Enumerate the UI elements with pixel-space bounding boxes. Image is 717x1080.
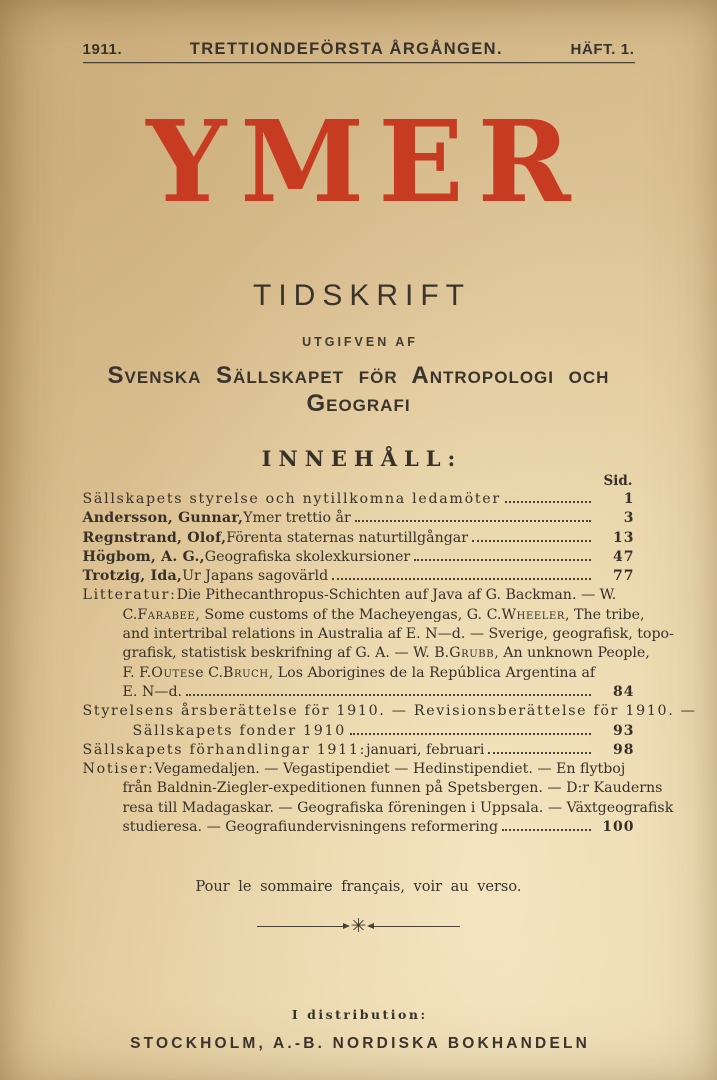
toc-line: [83, 509, 635, 528]
toc-text: Grubb: [449, 645, 495, 662]
toc-text: från Baldnin-Ziegler-expeditionen funnen på Spetsbergen. — D:r Kauderns: [122, 780, 663, 797]
toc-text: Notiser:: [82, 761, 155, 778]
toc-text: Vegamedaljen. — Vegastipendiet — Hedinstipendiet. — En flytboj: [154, 761, 626, 778]
toc-text: , The tribe,: [565, 606, 645, 623]
toc-text: Wheeler: [501, 606, 566, 623]
contents-heading: INNEHÅLL:: [261, 446, 463, 471]
toc-line: [83, 625, 674, 644]
divider-line-right: [374, 926, 460, 927]
toc-page-number: 47: [613, 548, 635, 565]
published-by-label: UTGIFVEN AF: [302, 335, 418, 349]
toc-line: [83, 683, 635, 702]
toc-line: [83, 799, 674, 818]
toc-text: and intertribal relations in Australia af E. N—d. — Sverige, geografisk, topo-: [122, 626, 674, 643]
toc-text: Sällskapets styrelse och nytillkomna ledamöter: [82, 491, 501, 507]
toc-text: Ymer trettio år: [243, 510, 351, 527]
toc-leader: [332, 578, 590, 580]
divider-ornament: [83, 915, 635, 938]
toc-text: Förenta staternas naturtillgångar: [226, 529, 469, 546]
toc-text: Bruch: [222, 664, 269, 681]
distributor-name: STOCKHOLM, A.-B. NORDISKA BOKHANDELN: [130, 1035, 591, 1053]
divider-arrow-left-icon: [367, 923, 374, 929]
toc-text: Geografiska skolexkursioner: [204, 548, 411, 565]
toc-page-number: 84: [613, 683, 635, 700]
toc-text: , Some customs of the Macheyengas, G. C.: [195, 606, 502, 623]
toc-text: , An unknown People,: [494, 645, 650, 662]
toc-line: [83, 664, 635, 683]
toc-text: F. F.: [122, 664, 152, 681]
toc-page-number: 77: [613, 568, 635, 585]
toc-text: grafisk, statistisk beskrifning af G. A. — W. B.: [122, 645, 450, 662]
divider-star-icon: ✳: [350, 915, 367, 938]
toc-page-number: 100: [602, 819, 635, 836]
toc-line: [83, 722, 635, 741]
header-rule: [83, 62, 635, 63]
toc-line: [83, 586, 635, 605]
toc-text: Farabee: [137, 606, 196, 623]
toc-leader: [472, 540, 590, 542]
toc-text: Sällskapets förhandlingar 1911:: [82, 741, 367, 758]
toc-line: [83, 779, 663, 798]
toc-text: Högbom, A. G.,: [82, 548, 205, 565]
toc-leader: [186, 694, 590, 696]
toc-text: Trotzig, Ida,: [82, 568, 183, 585]
toc-text: Styrelsens årsberättelse för 1910. — Revisionsberättelse för 1910. —: [82, 703, 697, 720]
toc-text: studieresa. — Geografiundervisningens reformering: [122, 819, 499, 836]
distribution-label: I distribution:: [291, 1007, 428, 1023]
toc-text: e C.: [195, 664, 223, 681]
toc: [82, 490, 697, 837]
toc-page-number: 3: [623, 510, 635, 527]
toc-text: resa till Madagaskar. — Geografiska föreningen i Uppsala. — Växtgeografisk: [122, 799, 674, 816]
toc-leader: [505, 501, 591, 503]
header-edition: TRETTIONDEFÖRSTA ÅRGÅNGEN.: [189, 40, 503, 58]
toc-line: [83, 818, 635, 837]
toc-page-number: 1: [623, 491, 635, 507]
page-header: [83, 0, 635, 59]
toc-line: [83, 548, 635, 567]
journal-subtitle: TIDSKRIFT: [253, 279, 471, 312]
toc-text: januari, februari: [366, 741, 485, 758]
toc-leader: [502, 829, 590, 831]
journal-title: YMER: [146, 97, 585, 228]
french-note: Pour le sommaire français, voir au verso.: [195, 879, 522, 896]
toc-text: Die Pithecanthropus-Schichten auf Java af G. Backman. — W.: [176, 587, 617, 604]
toc-line: [83, 741, 635, 760]
toc-line: [82, 702, 697, 721]
divider-arrow-right-icon: [343, 923, 350, 929]
header-year: 1911.: [82, 41, 123, 58]
toc-text: , Los Aborigines de la República Argentina af: [268, 664, 596, 681]
header-issue: HÄFT. 1.: [570, 41, 635, 58]
toc-line: [83, 644, 650, 663]
toc-text: Litteratur:: [82, 587, 177, 604]
toc-text: Regnstrand, Olof,: [82, 529, 227, 546]
divider-line-left: [257, 926, 343, 927]
toc-text: Ur Japans sagovärld: [182, 568, 329, 585]
toc-text: Andersson, Gunnar,: [82, 510, 244, 527]
toc-text: E. N—d.: [122, 683, 183, 700]
toc-line: [83, 760, 635, 779]
page-column-label: Sid.: [603, 473, 633, 489]
toc-page-number: 93: [613, 722, 635, 739]
toc-text: Outes: [151, 664, 196, 681]
toc-page-number: 98: [613, 741, 635, 758]
toc-text: Sällskapets fonder 1910: [132, 722, 346, 739]
society-name: Svenska Sällskapet för Antropologi och Geografi: [107, 362, 610, 417]
toc-line: [83, 567, 635, 586]
toc-line: [83, 490, 635, 509]
toc-leader: [488, 752, 590, 754]
toc-leader: [350, 733, 591, 735]
toc-text: C.: [122, 606, 138, 623]
toc-page-number: 13: [613, 529, 635, 546]
toc-leader: [355, 520, 591, 522]
toc-line: [83, 606, 645, 625]
toc-leader: [414, 559, 590, 561]
toc-line: [83, 529, 635, 548]
